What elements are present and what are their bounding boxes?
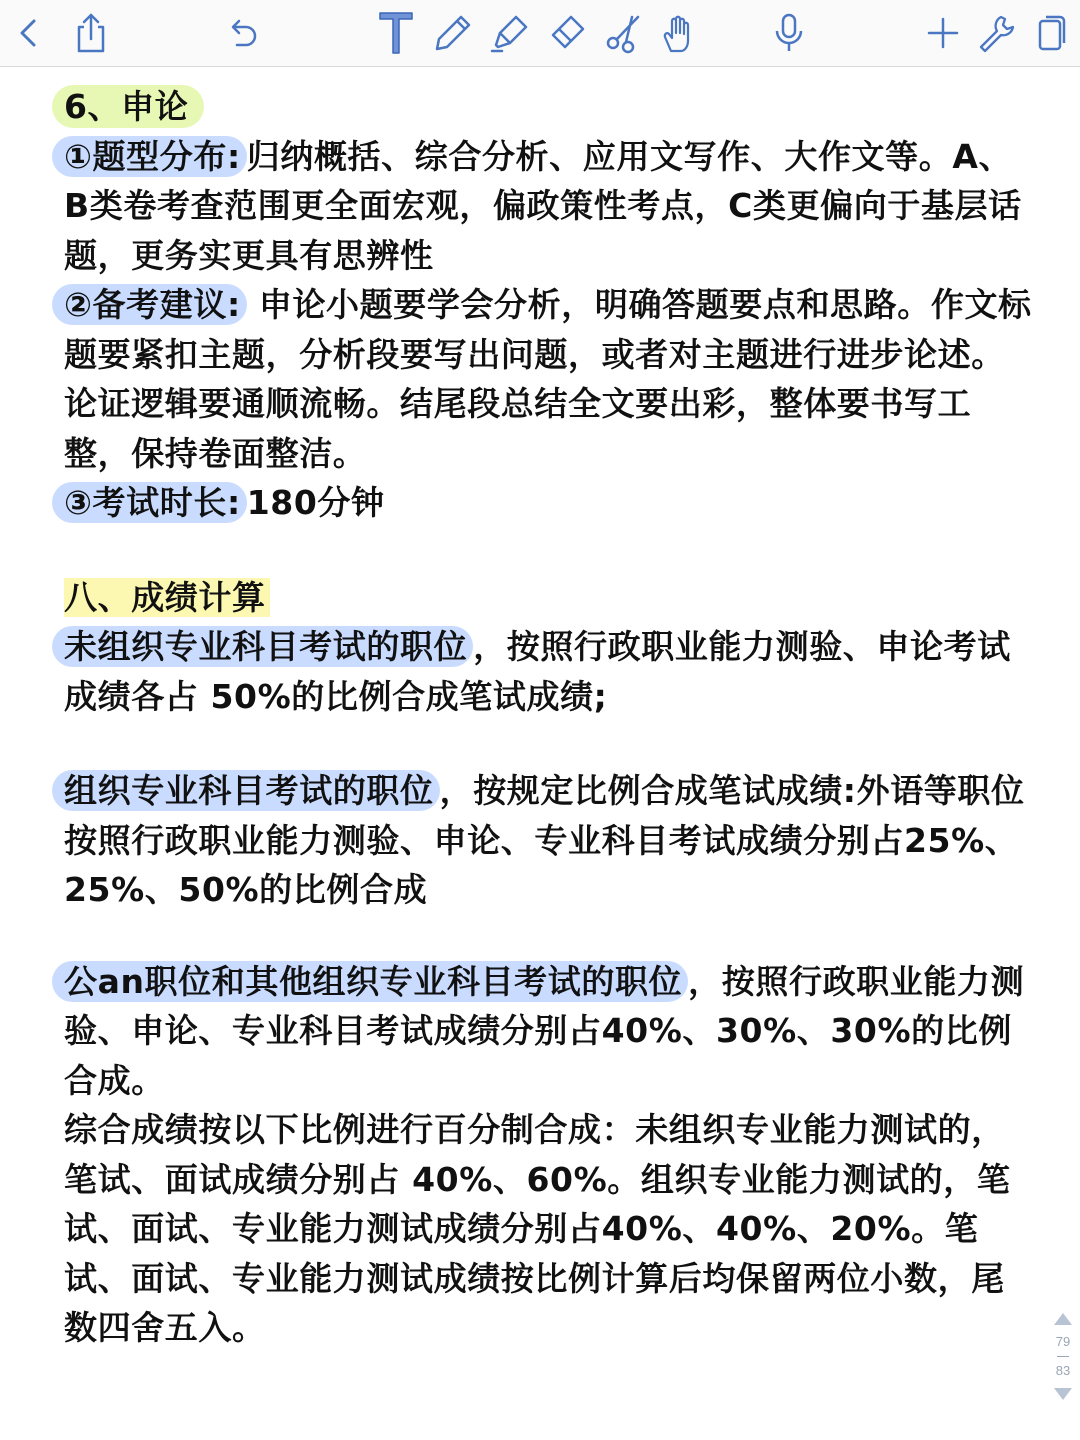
undo-icon <box>225 15 261 51</box>
text-tool-icon <box>376 9 416 57</box>
text-police-positions: ，按照行政职业能力测验、申论、专业科目考试成绩分别占40%、30%、30%的比例合成。 <box>64 961 1025 1100</box>
text-overall-score: 综合成绩按以下比例进行百分制合成：未组织专业能力测试的，笔试、面试成绩分别占 40%、60%。组织专业能力测试的，笔试、面试、专业能力测试成绩分别占40%、40%、20%。笔试、面试、专业能力测试成绩按比例计算后均保留两位小数，尾数四舍五入。 <box>64 1110 1011 1347</box>
text-exam-duration: 180分钟 <box>246 483 385 522</box>
section-6-title: 6、申论 <box>52 85 204 128</box>
add-button[interactable] <box>918 8 968 58</box>
chevron-left-icon <box>14 13 44 53</box>
scissors-tool-button[interactable] <box>599 8 649 58</box>
paragraph-police-positions <box>64 957 1034 1106</box>
scissors-icon <box>602 11 646 55</box>
hand-tool-button[interactable] <box>654 8 704 58</box>
section-6-heading <box>64 82 1034 132</box>
share-button[interactable] <box>66 8 116 58</box>
paragraph-prep-advice <box>64 280 1034 478</box>
paragraph-exam-duration <box>64 478 1034 528</box>
section-8-title: 八、成绩计算 <box>64 578 270 617</box>
section-8-heading <box>64 573 1034 623</box>
page-separator <box>1057 1356 1069 1357</box>
text-tool-button[interactable] <box>371 8 421 58</box>
label-prep-advice: ②备考建议: <box>52 284 247 325</box>
note-page <box>64 82 1034 1353</box>
eraser-icon <box>545 11 589 55</box>
label-police-positions: 公an职位和其他组织专业科目考试的职位 <box>52 961 688 1002</box>
current-page: 79 <box>1055 1334 1071 1349</box>
text-question-types: 归纳概括、综合分析、应用文写作、大作文等。A、B类卷考查范围更全面宏观，偏政策性考点，C类更偏向于基层话题，更务实更具有思辨性 <box>64 136 1022 275</box>
paragraph-question-types <box>64 132 1034 281</box>
label-no-specialty: 未组织专业科目考试的职位 <box>52 626 473 667</box>
wrench-icon <box>975 13 1015 53</box>
highlighter-tool-button[interactable] <box>485 8 535 58</box>
pages-button[interactable] <box>1026 8 1076 58</box>
back-button[interactable] <box>4 8 54 58</box>
page-up-icon[interactable] <box>1053 1312 1073 1326</box>
microphone-button[interactable] <box>764 8 814 58</box>
text-prep-advice: 申论小题要学会分析，明确答题要点和思路。作文标题要紧扣主题，分析段要写出问题，或者对主题进行进步论述。论证逻辑要通顺流畅。结尾段总结全文要出彩，整体要书写工整，保持卷面整洁。 <box>64 285 1032 473</box>
hand-icon <box>657 11 701 55</box>
undo-button[interactable] <box>218 8 268 58</box>
text-with-specialty: ，按规定比例合成笔试成绩:外语等职位按照行政职业能力测验、申论、专业科目考试成绩分别占25%、25%、50%的比例合成 <box>64 771 1025 909</box>
microphone-icon <box>771 11 807 55</box>
paragraph-with-specialty <box>64 766 1034 915</box>
text-no-specialty: ，按照行政职业能力测验、申论考试成绩各占 50%的比例合成笔试成绩; <box>64 627 1011 716</box>
share-icon <box>73 11 109 55</box>
label-exam-duration: ③考试时长: <box>52 482 247 523</box>
add-icon <box>925 15 961 51</box>
highlighter-icon <box>488 11 532 55</box>
toolbar <box>0 0 1080 67</box>
paragraph-no-specialty <box>64 622 1034 721</box>
label-with-specialty: 组织专业科目考试的职位 <box>52 770 440 811</box>
paragraph-overall-score <box>64 1105 1034 1353</box>
label-question-types: ①题型分布: <box>52 136 247 177</box>
pen-icon <box>431 11 475 55</box>
total-pages: 83 <box>1055 1363 1071 1378</box>
pen-tool-button[interactable] <box>428 8 478 58</box>
page-indicator <box>1050 1312 1076 1401</box>
page-down-icon[interactable] <box>1053 1387 1073 1401</box>
settings-button[interactable] <box>970 8 1020 58</box>
eraser-tool-button[interactable] <box>542 8 592 58</box>
page-icon <box>1034 13 1068 53</box>
